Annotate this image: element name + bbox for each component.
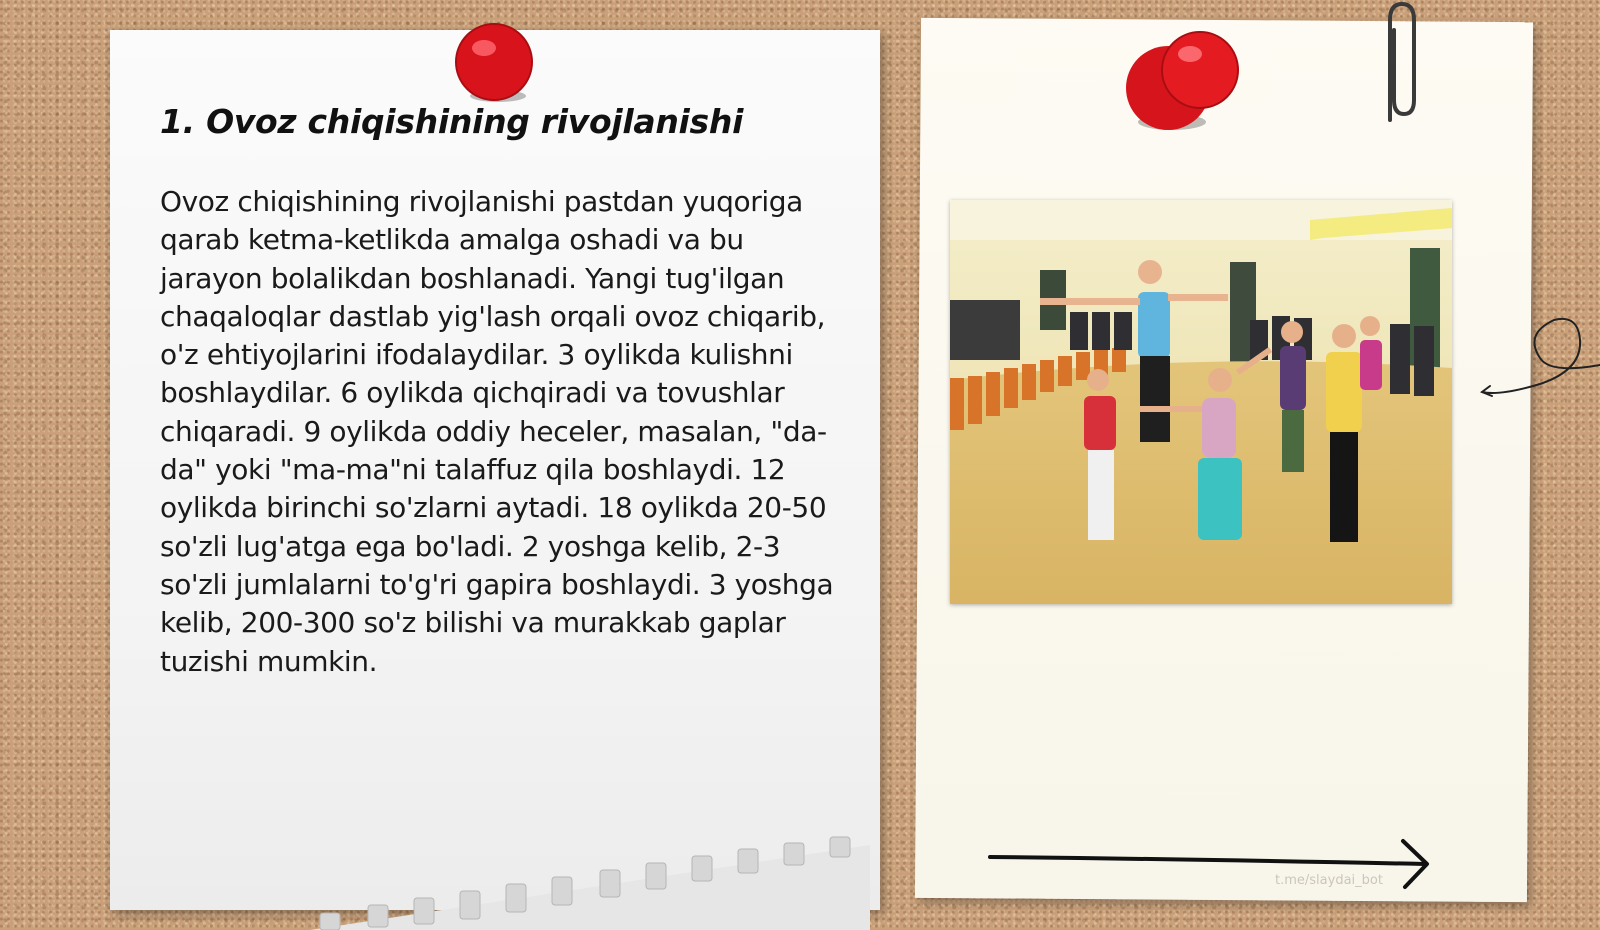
scribble-loop-icon <box>1480 310 1600 410</box>
watermark-text: t.me/slaydai_bot <box>1275 873 1383 888</box>
push-pin-icon <box>1120 30 1240 135</box>
text-note-card <box>110 30 880 910</box>
children-dancing-photo <box>950 200 1452 604</box>
paperclip-icon <box>1376 0 1426 125</box>
push-pin-icon <box>450 22 542 104</box>
torn-paper-edge <box>310 835 870 930</box>
slide-title: 1. Ovoz chiqishining rivojlanishi <box>160 102 744 141</box>
slide-body-text: Ovoz chiqishining rivojlanishi pastdan yuqoriga qarab ketma-ketlikda amalga oshadi va bu jarayon bolalikdan boshlanadi. Yangi tug'ilgan chaqaloqlar dastlab yig'lash orqali ovoz chiqarib, o'z ehtiyojlarini ifodalaydilar. 3 oylikda kulishni boshlaydilar. 6 oylikda qichqiradi va tovushlar chiqaradi. 9 oylikda oddiy heceler, masalan, "da-da" yoki "ma-ma"ni talaffuz qila boshlaydi. 12 oylikda birinchi so'zlarni aytadi. 18 oylikda 20-50 so'zli lug'atga ega bo'ladi. 2 yoshga kelib, 2-3 so'zli jumlalarni to'g'ri gapira boshlaydi. 3 yoshga kelib, 200-300 so'z bilishi va murakkab gaplar tuzishi mumkin. <box>160 185 834 678</box>
